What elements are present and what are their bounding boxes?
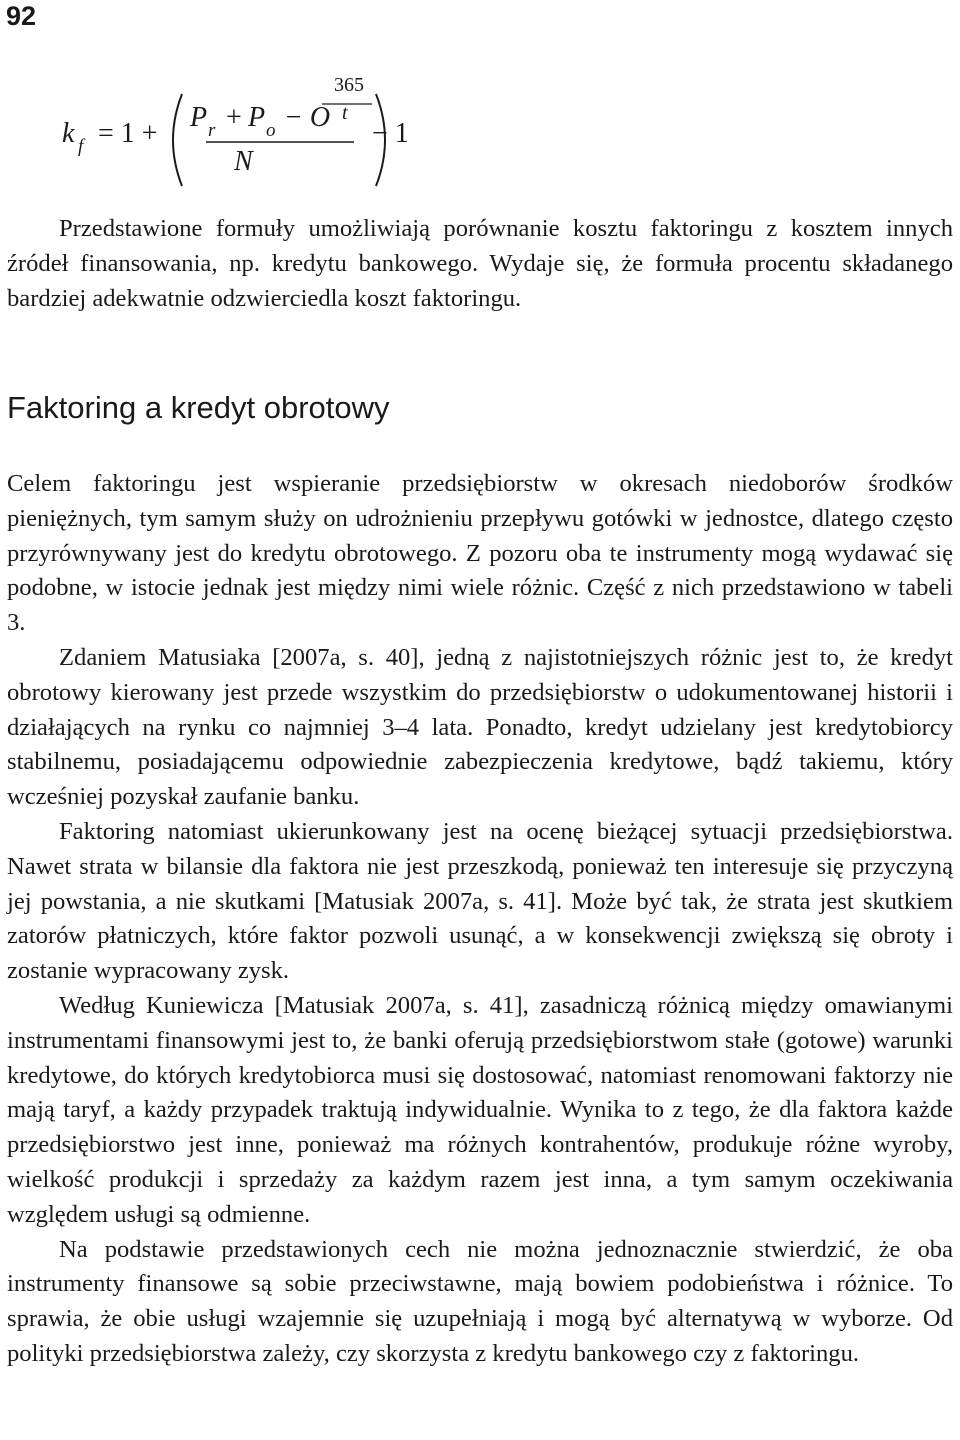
formula-p-o: P (248, 102, 266, 133)
body-paragraph: Faktoring natomiast ukierunkowany jest na ocenę bieżącej sytuacji przedsiębiorstwa. Nawet strata w bilansie dla faktora nie jest przeszkodą, ponieważ ten interesuje się przyczyną jej powstania, a nie skutkami [Matusiak 2007a, s. 41]. Może być tak, że strata jest skutkiem zatorów płatniczych, które faktor pozwoli usunąć, a w konsekwencji zwiększą się obroty i zostanie wypracowany zysk. (7, 817, 953, 985)
compound-interest-formula (60, 74, 480, 194)
formula-minus-one: − 1 (372, 118, 409, 149)
formula-p-r-subscript: r (208, 120, 216, 141)
formula-p-o-subscript: o (266, 120, 276, 141)
formula-minus-o: − O (284, 102, 331, 133)
formula-p-r: P (190, 102, 208, 133)
body-paragraph: Na podstawie przedstawionych cech nie można jednoznacznie stwierdzić, że oba instrumenty finansowe są sobie przeciwstawne, mają bowiem podobieństwa i różnice. To sprawia, że obie usługi wzajemnie się uzupełniają i mogą być alternatywą w wyborze. Od polityki przedsiębiorstwa zależy, czy skorzysta z kredytu bankowego czy z faktoringu. (7, 1235, 953, 1367)
body-paragraph: Według Kuniewicza [Matusiak 2007a, s. 41], zasadniczą różnicą między omawianymi instrumentami finansowymi jest to, że banki oferują przedsiębiorstwom stałe (gotowe) warunki kredytowe, do których kredytobiorca musi się dostosować, natomiast renomowani faktorzy nie mają taryf, a każdy przypadek traktują indywidualnie. Wynika to z tego, że dla faktora każde przedsiębiorstwo jest inne, ponieważ ma różnych kontrahentów, produkuje różne wyroby, wielkość produkcji i sprzedaży za każdym razem jest inna, a tym samym oczekiwania względem usługi są odmienne. (7, 991, 953, 1228)
intro-paragraph: Przedstawione formuły umożliwiają porównanie kosztu faktoringu z kosztem innych źródeł finansowania, np. kredytu bankowego. Wydaje się, że formuła procentu składanego bardziej adekwatnie odzwierciedla koszt faktoringu. (7, 215, 953, 312)
section-body (7, 467, 953, 1372)
formula-equals-one-plus: = 1 + (98, 118, 158, 149)
formula-k: k (62, 118, 75, 149)
formula-denominator-n: N (234, 146, 253, 177)
formula-k-subscript: f (78, 136, 84, 157)
body-paragraph: Zdaniem Matusiaka [2007a, s. 40], jedną z najistotniejszych różnic jest to, że kredyt obrotowy kierowany jest przede wszystkim do przedsiębiorstw o udokumentowanej historii i działających na rynku co najmniej 3–4 lata. Ponadto, kredyt udzielany jest kredytobiorcy stabilnemu, posiadającemu odpowiednie zabezpieczenia kredytowe, bądź takiemu, który wcześniej pozyskał zaufanie banku. (7, 643, 953, 811)
body-paragraph: Celem faktoringu jest wspieranie przedsiębiorstw w okresach niedoborów środków pieniężnych, tym samym służy on udrożnieniu przepływu gotówki w jednostce, dlatego często przyrównywany jest do kredytu obrotowego. Z pozoru oba te instrumenty mogą wydawać się podobne, w istocie jednak jest między nimi wiele różnic. Część z nich przedstawiono w tabeli 3. (7, 470, 953, 637)
formula-exponent-denominator: t (342, 102, 348, 124)
formula-exponent-numerator: 365 (334, 74, 364, 96)
section-heading: Faktoring a kredyt obrotowy (7, 390, 390, 425)
formula-plus: + (226, 102, 242, 133)
page-number: 92 (6, 1, 37, 31)
intro-paragraph-block (7, 212, 953, 316)
